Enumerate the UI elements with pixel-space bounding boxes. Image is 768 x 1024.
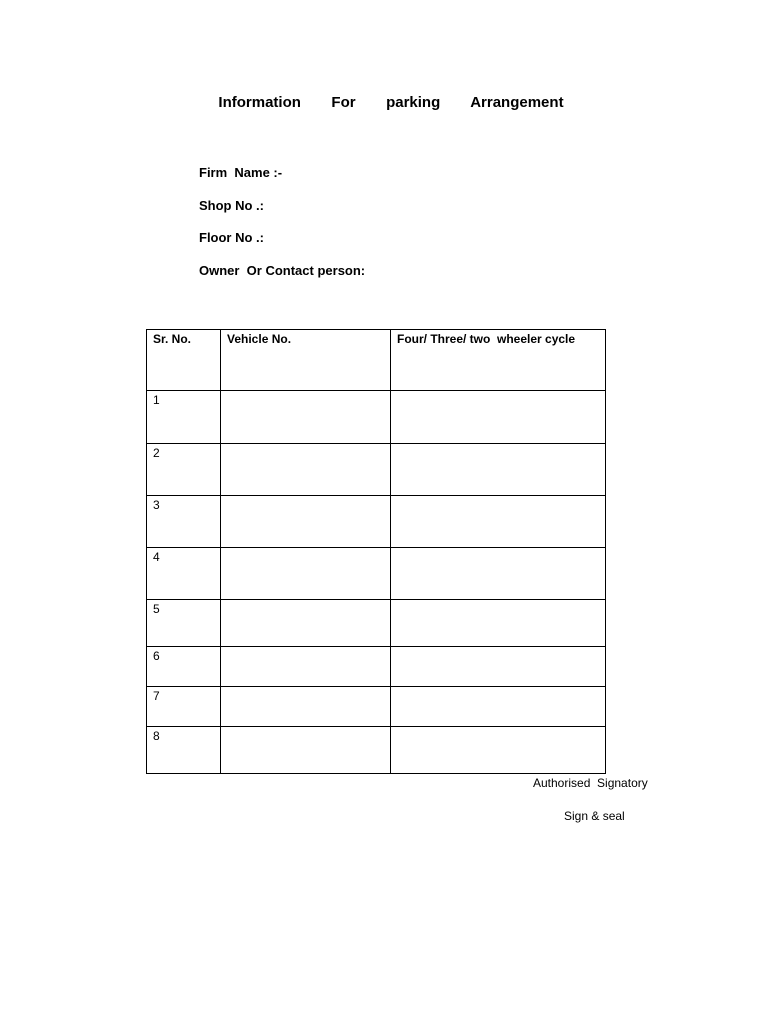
vehicle-no-cell[interactable] bbox=[221, 444, 391, 496]
authorised-signatory-label: Authorised Signatory bbox=[533, 776, 648, 790]
wheeler-type-cell[interactable] bbox=[391, 496, 606, 548]
sr-no-cell: 3 bbox=[147, 496, 221, 548]
vehicle-no-cell[interactable] bbox=[221, 391, 391, 444]
page-title: Information For parking Arrangement bbox=[218, 94, 564, 111]
vehicle-no-cell[interactable] bbox=[221, 496, 391, 548]
wheeler-type-cell[interactable] bbox=[391, 600, 606, 647]
header-vehicle-no: Vehicle No. bbox=[221, 330, 391, 391]
wheeler-type-cell[interactable] bbox=[391, 647, 606, 687]
vehicle-no-cell[interactable] bbox=[221, 548, 391, 600]
sr-no-cell: 8 bbox=[147, 727, 221, 774]
wheeler-type-cell[interactable] bbox=[391, 727, 606, 774]
sr-no-cell: 7 bbox=[147, 687, 221, 727]
wheeler-type-cell[interactable] bbox=[391, 687, 606, 727]
table-row bbox=[147, 647, 606, 687]
wheeler-type-cell[interactable] bbox=[391, 548, 606, 600]
table-row bbox=[147, 600, 606, 647]
table-row bbox=[147, 391, 606, 444]
floor-no-label: Floor No .: bbox=[199, 230, 264, 245]
header-sr-no: Sr. No. bbox=[147, 330, 221, 391]
wheeler-type-cell[interactable] bbox=[391, 444, 606, 496]
table-row bbox=[147, 687, 606, 727]
sr-no-cell: 2 bbox=[147, 444, 221, 496]
vehicle-no-cell[interactable] bbox=[221, 727, 391, 774]
vehicle-no-cell[interactable] bbox=[221, 687, 391, 727]
sr-no-cell: 6 bbox=[147, 647, 221, 687]
vehicle-no-cell[interactable] bbox=[221, 647, 391, 687]
parking-table bbox=[146, 329, 606, 774]
wheeler-type-cell[interactable] bbox=[391, 391, 606, 444]
sign-seal-label: Sign & seal bbox=[564, 809, 625, 823]
table-row bbox=[147, 548, 606, 600]
table-row bbox=[147, 444, 606, 496]
sr-no-cell: 1 bbox=[147, 391, 221, 444]
firm-name-label: Firm Name :- bbox=[199, 165, 283, 180]
sr-no-cell: 4 bbox=[147, 548, 221, 600]
owner-contact-label: Owner Or Contact person: bbox=[199, 263, 366, 278]
vehicle-no-cell[interactable] bbox=[221, 600, 391, 647]
header-wheeler-type: Four/ Three/ two wheeler cycle bbox=[391, 330, 606, 391]
table-header-row bbox=[147, 330, 606, 391]
shop-no-label: Shop No .: bbox=[199, 198, 264, 213]
table-row bbox=[147, 496, 606, 548]
sr-no-cell: 5 bbox=[147, 600, 221, 647]
table-row bbox=[147, 727, 606, 774]
